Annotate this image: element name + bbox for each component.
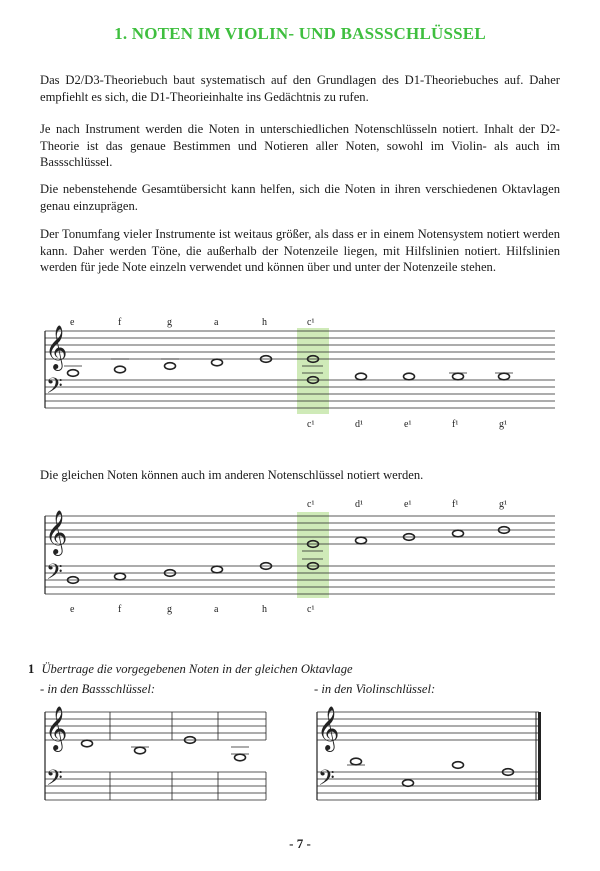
note-label: c¹: [307, 419, 315, 430]
paragraph-ledger-lines: Der Tonumfang vieler Instrumente ist weitaus größer, als dass er in einem Notensystem notiert werden kann. Daher werden Töne, die außerhalb der Notenzeile liegen, mit Hilfslinien notiert. Hilfslinien werden für jede Note einzeln verwendet und können über und unter der Notenzeile stehen.: [40, 227, 560, 275]
note-label: g¹: [499, 419, 507, 430]
note-label: f¹: [452, 499, 459, 510]
note-label: e: [70, 317, 75, 328]
note-label: d¹: [355, 499, 363, 510]
page-number: - 7 -: [289, 836, 311, 851]
page-title: 1. NOTEN IM VIOLIN- UND BASSSCHLÜSSEL: [114, 24, 486, 43]
note-label: h: [262, 317, 267, 328]
exercise-instruction: [28, 662, 353, 677]
note-label: d¹: [355, 419, 363, 430]
exercise-sub-right: - in den Violinschlüssel:: [314, 682, 436, 696]
note-label: g¹: [499, 499, 507, 510]
note-label: e¹: [404, 419, 412, 430]
treble-clef-icon: 𝄞: [317, 706, 340, 750]
treble-clef-icon: 𝄞: [45, 706, 68, 750]
c1-highlight: [297, 512, 329, 598]
bass-clef-icon: 𝄢: [46, 766, 63, 796]
note-label: c¹: [307, 604, 315, 615]
note-label: g: [167, 317, 172, 328]
note-label: a: [214, 604, 219, 615]
overview-grand-staff-2: [0, 490, 600, 620]
bass-clef-icon: 𝄢: [46, 374, 63, 404]
note-label: h: [262, 604, 267, 615]
note-label: e¹: [404, 499, 412, 510]
note-label: f¹: [452, 419, 459, 430]
paragraph-intro: Das D2/D3-Theoriebuch baut systematisch auf den Grundlagen des D1-Theoriebuches auf. Daher empfiehlt es sich, die D1-Theorieinhalte ins Gedächtnis zu rufen.: [40, 73, 560, 104]
note-label: e: [70, 604, 75, 615]
overview-grand-staff-1: [0, 300, 600, 440]
treble-clef-icon: 𝄞: [45, 325, 68, 369]
paragraph-overview: Die nebenstehende Gesamtübersicht kann helfen, sich die Noten in ihren verschiedenen Oktavlagen genau einzuprägen.: [40, 182, 560, 213]
paragraph-clefs: Je nach Instrument werden die Noten in unterschiedlichen Notenschlüsseln notiert. Inhalt der D2-Theorie ist das genaue Bestimmen und Notieren aller Noten, sowohl im Violin- als auch im Bassschlüssel.: [40, 122, 560, 170]
exercise-sub-left: - in den Bassschlüssel:: [40, 682, 156, 696]
bass-clef-icon: 𝄢: [46, 560, 63, 590]
treble-clef-icon: 𝄞: [45, 510, 68, 554]
exercise-number: 1: [28, 662, 35, 676]
bass-clef-icon: 𝄢: [318, 766, 335, 796]
caption-other-clef: Die gleichen Noten können auch im anderen Notenschlüssel notiert werden.: [40, 468, 424, 482]
exercise-text: Übertrage die vorgegebenen Noten in der gleichen Oktavlage: [41, 662, 353, 676]
note-label: c¹: [307, 499, 315, 510]
note-label: a: [214, 317, 219, 328]
exercise-staff-right: [0, 700, 600, 810]
note-label: c¹: [307, 317, 315, 328]
note-label: f: [118, 604, 122, 615]
note-label: f: [118, 317, 122, 328]
note-label: g: [167, 604, 172, 615]
